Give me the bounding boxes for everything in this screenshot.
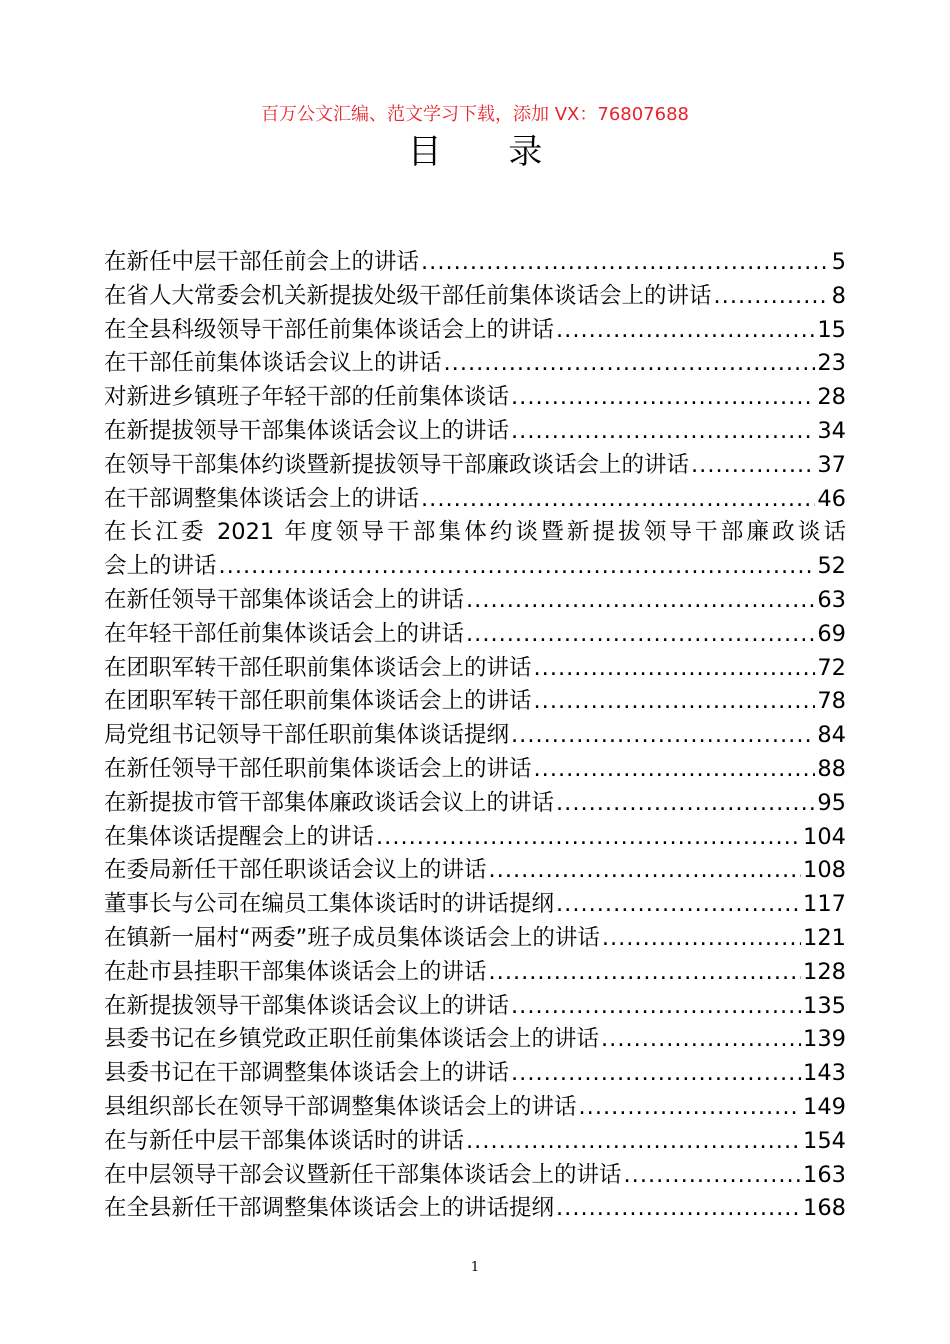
toc-leader xyxy=(579,1091,802,1125)
toc-entry-page: 15 xyxy=(817,316,846,343)
toc-leader xyxy=(691,449,815,483)
toc-entry[interactable] xyxy=(104,685,846,719)
toc-entry[interactable] xyxy=(104,1192,846,1226)
toc-entry-title: 在镇新一届村“两委”班子成员集体谈话会上的讲话 xyxy=(104,924,600,951)
toc-entry-page: 5 xyxy=(831,249,846,275)
toc-entry-title: 在团职军转干部任职前集体谈话会上的讲话 xyxy=(104,654,532,681)
toc-entry-line1[interactable] xyxy=(104,516,846,550)
table-of-contents xyxy=(104,246,846,1226)
toc-entry-title: 县组织部长在领导干部调整集体谈话会上的讲话 xyxy=(104,1093,577,1120)
toc-leader xyxy=(376,821,801,855)
toc-entry-title: 董事长与公司在编员工集体谈话时的讲话提纲 xyxy=(104,891,555,918)
toc-entry-page: 168 xyxy=(803,1195,846,1222)
toc-entry-title: 在年轻干部任前集体谈话会上的讲话 xyxy=(104,620,465,647)
toc-entry-title: 在委局新任干部任职谈话会议上的讲话 xyxy=(104,857,487,884)
toc-entry[interactable] xyxy=(104,280,846,314)
toc-entry-page: 37 xyxy=(817,451,846,478)
toc-entry-page: 88 xyxy=(817,755,846,782)
toc-entry-title: 在全县新任干部调整集体谈话会上的讲话提纲 xyxy=(104,1195,555,1222)
toc-entry[interactable] xyxy=(104,584,846,618)
toc-entry[interactable] xyxy=(104,550,846,584)
toc-entry-title: 会上的讲话 xyxy=(104,553,217,580)
toc-leader xyxy=(601,1023,801,1057)
toc-entry[interactable] xyxy=(104,618,846,652)
toc-entry[interactable] xyxy=(104,1057,846,1091)
toc-entry-page: 117 xyxy=(803,891,846,918)
toc-leader xyxy=(624,1159,802,1193)
toc-entry-page: 46 xyxy=(817,485,846,512)
toc-leader xyxy=(511,381,815,415)
toc-entry[interactable] xyxy=(104,347,846,381)
toc-entry[interactable] xyxy=(104,246,846,280)
toc-entry-page: 128 xyxy=(803,958,846,985)
toc-entry-page: 154 xyxy=(803,1127,846,1154)
toc-entry-title: 在新提拔市管干部集体廉政谈话会议上的讲话 xyxy=(104,789,555,816)
toc-leader xyxy=(466,1125,801,1159)
toc-entry[interactable] xyxy=(104,719,846,753)
toc-entry-page: 63 xyxy=(817,586,846,613)
toc-entry-page: 72 xyxy=(817,654,846,681)
toc-leader xyxy=(556,888,801,922)
toc-entry-page: 8 xyxy=(831,282,846,309)
toc-entry-title: 县委书记在干部调整集体谈话会上的讲话 xyxy=(104,1060,510,1087)
toc-leader xyxy=(489,854,802,888)
toc-leader xyxy=(511,990,801,1024)
toc-entry-title: 在赴市县挂职干部集体谈话会上的讲话 xyxy=(104,958,487,985)
toc-entry[interactable] xyxy=(104,787,846,821)
toc-entry-title: 在中层领导干部会议暨新任干部集体谈话会上的讲话 xyxy=(104,1161,622,1188)
toc-leader xyxy=(421,483,815,517)
toc-entry[interactable] xyxy=(104,1159,846,1193)
toc-entry-title: 在集体谈话提醒会上的讲话 xyxy=(104,823,375,850)
toc-entry[interactable] xyxy=(104,1091,846,1125)
toc-leader xyxy=(489,956,802,990)
toc-leader xyxy=(219,550,816,584)
toc-entry[interactable] xyxy=(104,1023,846,1057)
toc-entry[interactable] xyxy=(104,449,846,483)
toc-entry-title: 在团职军转干部任职前集体谈话会上的讲话 xyxy=(104,688,532,715)
page-number: 1 xyxy=(470,1260,480,1275)
toc-entry-page: 143 xyxy=(803,1060,846,1087)
toc-entry-title: 在新任领导干部集体谈话会上的讲话 xyxy=(104,586,465,613)
header-note: 百万公文汇编、范文学习下载，添加 VX：76807688 xyxy=(261,104,689,125)
toc-entry[interactable] xyxy=(104,1125,846,1159)
toc-entry-title: 对新进乡镇班子年轻干部的任前集体谈话 xyxy=(104,384,510,411)
toc-entry[interactable] xyxy=(104,381,846,415)
toc-entry[interactable] xyxy=(104,888,846,922)
toc-entry-page: 95 xyxy=(817,789,846,816)
toc-entry[interactable] xyxy=(104,922,846,956)
toc-entry[interactable] xyxy=(104,314,846,348)
toc-entry-title: 在领导干部集体约谈暨新提拔领导干部廉政谈话会上的讲话 xyxy=(104,451,690,478)
toc-entry-page: 69 xyxy=(817,620,846,647)
toc-leader xyxy=(466,584,815,618)
toc-entry-page: 34 xyxy=(817,417,846,444)
toc-entry-title: 在与新任中层干部集体谈话时的讲话 xyxy=(104,1127,465,1154)
toc-leader xyxy=(534,753,816,787)
toc-entry[interactable] xyxy=(104,990,846,1024)
toc-entry-title: 在干部任前集体谈话会议上的讲话 xyxy=(104,350,442,377)
toc-entry-page: 149 xyxy=(803,1093,846,1120)
toc-entry-page: 104 xyxy=(803,823,846,850)
toc-entry-page: 108 xyxy=(803,857,846,884)
toc-leader xyxy=(511,415,815,449)
toc-leader xyxy=(511,719,815,753)
toc-entry-title: 在省人大常委会机关新提拔处级干部任前集体谈话会上的讲话 xyxy=(104,282,712,309)
toc-entry-title: 在全县科级领导干部任前集体谈话会上的讲话 xyxy=(104,316,555,343)
toc-entry-page: 52 xyxy=(817,553,846,580)
toc-entry[interactable] xyxy=(104,821,846,855)
toc-entry[interactable] xyxy=(104,652,846,686)
toc-leader xyxy=(511,1057,801,1091)
toc-entry-page: 139 xyxy=(803,1026,846,1053)
toc-entry-title: 在新提拔领导干部集体谈话会议上的讲话 xyxy=(104,417,510,444)
toc-entry[interactable] xyxy=(104,415,846,449)
toc-leader xyxy=(602,922,801,956)
toc-leader xyxy=(421,246,830,280)
toc-entry[interactable] xyxy=(104,956,846,990)
toc-entry-title: 局党组书记领导干部任职前集体谈话提纲 xyxy=(104,722,510,749)
toc-leader xyxy=(556,1192,801,1226)
toc-entry-page: 78 xyxy=(817,688,846,715)
page-title: 目 录 xyxy=(407,132,571,172)
toc-entry-page: 121 xyxy=(803,924,846,951)
toc-leader xyxy=(714,280,830,314)
toc-entry-page: 135 xyxy=(803,992,846,1019)
toc-leader xyxy=(556,787,815,821)
toc-entry-page: 163 xyxy=(803,1161,846,1188)
toc-leader xyxy=(556,314,815,348)
toc-entry-page: 23 xyxy=(817,350,846,377)
toc-entry-title: 在新任中层干部任前会上的讲话 xyxy=(104,249,420,275)
toc-entry-page: 28 xyxy=(817,384,846,411)
toc-entry[interactable] xyxy=(104,483,846,517)
toc-entry[interactable] xyxy=(104,854,846,888)
toc-entry-title: 县委书记在乡镇党政正职任前集体谈话会上的讲话 xyxy=(104,1026,600,1053)
toc-entry-title: 在新任领导干部任职前集体谈话会上的讲话 xyxy=(104,755,532,782)
toc-entry-page: 84 xyxy=(817,722,846,749)
toc-leader xyxy=(534,652,816,686)
toc-entry-title: 在新提拔领导干部集体谈话会议上的讲话 xyxy=(104,992,510,1019)
toc-leader xyxy=(534,685,816,719)
toc-leader xyxy=(444,347,816,381)
toc-entry-title: 在干部调整集体谈话会上的讲话 xyxy=(104,485,420,512)
toc-entry[interactable] xyxy=(104,753,846,787)
toc-entry-title-line1: 在长江委 2021 年度领导干部集体约谈暨新提拔领导干部廉政谈话 xyxy=(104,519,846,546)
toc-leader xyxy=(466,618,815,652)
